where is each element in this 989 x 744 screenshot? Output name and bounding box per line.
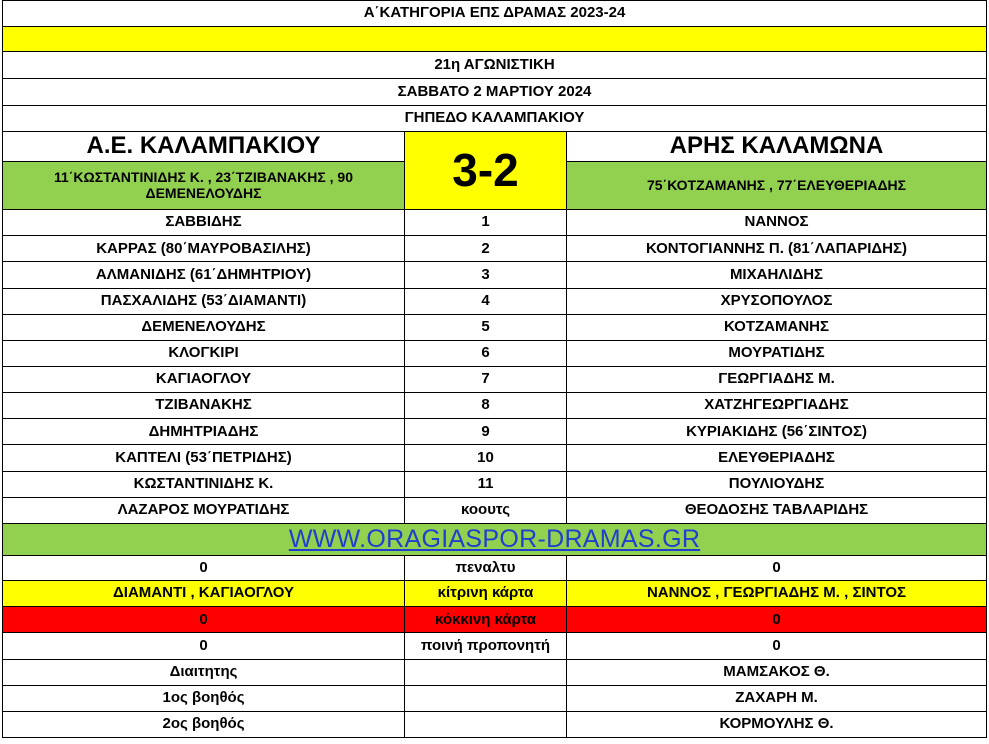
- match-date: ΣΑΒΒΑΤΟ 2 ΜΑΡΤΙΟΥ 2024: [3, 79, 987, 105]
- teams-row: [3, 131, 987, 161]
- home-player: ΚΛΟΓΚΙΡΙ: [3, 340, 405, 366]
- shirt-number: 8: [405, 393, 567, 419]
- shirt-number: 2: [405, 236, 567, 262]
- match-report-table: [2, 0, 987, 738]
- away-player: ΝΑΝΝΟΣ: [567, 210, 987, 236]
- home-yellow-cards: ΔΙΑΜΑΝΤΙ , ΚΑΓΙΑΟΓΛΟΥ: [3, 581, 405, 607]
- shirt-number: 3: [405, 262, 567, 288]
- yellow-card-label: κίτρινη κάρτα: [405, 581, 567, 607]
- lineup-row: [3, 262, 987, 288]
- page-title: Α΄ΚΑΤΗΓΟΡΙΑ ΕΠΣ ΔΡΑΜΑΣ 2023-24: [3, 1, 987, 27]
- shirt-number: 5: [405, 314, 567, 340]
- shirt-number: 4: [405, 288, 567, 314]
- assistant2-name: ΚΟΡΜΟΥΛΗΣ Θ.: [567, 711, 987, 737]
- yellow-card-row: [3, 581, 987, 607]
- home-player: ΑΛΜΑΝΙΔΗΣ (61΄ΔΗΜΗΤΡΙΟΥ): [3, 262, 405, 288]
- referee-row: [3, 659, 987, 685]
- home-player: ΚΑΡΡΑΣ (80΄ΜΑΥΡΟΒΑΣΙΛΗΣ): [3, 236, 405, 262]
- final-score: 3-2: [405, 131, 567, 209]
- lineup-row: [3, 393, 987, 419]
- lineup-row: [3, 340, 987, 366]
- shirt-number: 1: [405, 210, 567, 236]
- away-player: ΚΥΡΙΑΚΙΔΗΣ (56΄ΣΙΝΤΟΣ): [567, 419, 987, 445]
- date-row: [3, 79, 987, 105]
- home-red-cards: 0: [3, 607, 405, 633]
- away-player: ΜΙΧΑΗΛΙΔΗΣ: [567, 262, 987, 288]
- shirt-number: 11: [405, 471, 567, 497]
- matchday-row: [3, 52, 987, 79]
- shirt-number: 6: [405, 340, 567, 366]
- red-card-row: [3, 607, 987, 633]
- assistant1-spacer: [405, 685, 567, 711]
- shirt-number: 10: [405, 445, 567, 471]
- away-scorers: 75΄ΚΟΤΖΑΜΑΝΗΣ , 77΄ΕΛΕΥΘΕΡΙΑΔΗΣ: [567, 161, 987, 209]
- away-team-name: ΑΡΗΣ ΚΑΛΑΜΩΝΑ: [567, 131, 987, 161]
- lineup-row: [3, 236, 987, 262]
- coach-penalty-label: ποινή προπονητή: [405, 633, 567, 659]
- home-scorers: 11΄ΚΩΣΤΑΝΤΙΝΙΔΗΣ Κ. , 23΄ΤΖΙΒΑΝΑΚΗΣ , 90 ΔΕΜΕΝΕΛΟΥΔΗΣ: [3, 161, 405, 209]
- yellow-spacer: [3, 27, 987, 52]
- assistant1-label: 1ος βοηθός: [3, 685, 405, 711]
- home-player: ΣΑΒΒΙΔΗΣ: [3, 210, 405, 236]
- website-row: [3, 523, 987, 555]
- lineup-row: [3, 419, 987, 445]
- away-player: ΚΟΤΖΑΜΑΝΗΣ: [567, 314, 987, 340]
- assistant2-label: 2ος βοηθός: [3, 711, 405, 737]
- away-player: ΚΟΝΤΟΓΙΑΝΝΗΣ Π. (81΄ΛΑΠΑΡΙΔΗΣ): [567, 236, 987, 262]
- coach-row: [3, 497, 987, 523]
- website-link[interactable]: WWW.ORAGIASPOR-DRAMAS.GR: [3, 523, 987, 555]
- lineup-row: [3, 366, 987, 392]
- away-player: ΓΕΩΡΓΙΑΔΗΣ Μ.: [567, 366, 987, 392]
- assistant2-row: [3, 711, 987, 737]
- shirt-number: 9: [405, 419, 567, 445]
- lineup-row: [3, 314, 987, 340]
- lineup-row: [3, 288, 987, 314]
- referee-name: ΜΑΜΣΑΚΟΣ Θ.: [567, 659, 987, 685]
- away-coach: ΘΕΟΔΟΣΗΣ ΤΑΒΛΑΡΙΔΗΣ: [567, 497, 987, 523]
- title-row: [3, 1, 987, 27]
- stadium-row: [3, 105, 987, 131]
- home-player: ΠΑΣΧΑΛΙΔΗΣ (53΄ΔΙΑΜΑΝΤΙ): [3, 288, 405, 314]
- penalty-row: [3, 555, 987, 580]
- home-coach-penalty: 0: [3, 633, 405, 659]
- away-red-cards: 0: [567, 607, 987, 633]
- lineup-row: [3, 445, 987, 471]
- away-coach-penalty: 0: [567, 633, 987, 659]
- home-player: ΤΖΙΒΑΝΑΚΗΣ: [3, 393, 405, 419]
- referee-label: Διαιτητης: [3, 659, 405, 685]
- assistant2-spacer: [405, 711, 567, 737]
- penalty-label: πεναλτυ: [405, 555, 567, 580]
- coach-label: κοουτς: [405, 497, 567, 523]
- away-penalties: 0: [567, 555, 987, 580]
- assistant1-name: ΖΑΧΑΡΗ Μ.: [567, 685, 987, 711]
- away-player: ΧΡΥΣΟΠΟΥΛΟΣ: [567, 288, 987, 314]
- home-player: ΚΑΠΤΕΛΙ (53΄ΠΕΤΡΙΔΗΣ): [3, 445, 405, 471]
- stadium: ΓΗΠΕΔΟ ΚΑΛΑΜΠΑΚΙΟΥ: [3, 105, 987, 131]
- assistant1-row: [3, 685, 987, 711]
- lineup-row: [3, 210, 987, 236]
- red-card-label: κόκκινη κάρτα: [405, 607, 567, 633]
- shirt-number: 7: [405, 366, 567, 392]
- home-team-name: Α.Ε. ΚΑΛΑΜΠΑΚΙΟΥ: [3, 131, 405, 161]
- away-player: ΧΑΤΖΗΓΕΩΡΓΙΑΔΗΣ: [567, 393, 987, 419]
- yellow-spacer-row: [3, 27, 987, 52]
- away-yellow-cards: ΝΑΝΝΟΣ , ΓΕΩΡΓΙΑΔΗΣ Μ. , ΣΙΝΤΟΣ: [567, 581, 987, 607]
- coach-penalty-row: [3, 633, 987, 659]
- home-player: ΚΩΣΤΑΝΤΙΝΙΔΗΣ Κ.: [3, 471, 405, 497]
- home-player: ΚΑΓΙΑΟΓΛΟΥ: [3, 366, 405, 392]
- away-player: ΠΟΥΛΙΟΥΔΗΣ: [567, 471, 987, 497]
- home-coach: ΛΑΖΑΡΟΣ ΜΟΥΡΑΤΙΔΗΣ: [3, 497, 405, 523]
- home-penalties: 0: [3, 555, 405, 580]
- away-player: ΜΟΥΡΑΤΙΔΗΣ: [567, 340, 987, 366]
- matchday: 21η ΑΓΩΝΙΣΤΙΚΗ: [3, 52, 987, 79]
- home-player: ΔΕΜΕΝΕΛΟΥΔΗΣ: [3, 314, 405, 340]
- home-player: ΔΗΜΗΤΡΙΑΔΗΣ: [3, 419, 405, 445]
- referee-spacer: [405, 659, 567, 685]
- away-player: ΕΛΕΥΘΕΡΙΑΔΗΣ: [567, 445, 987, 471]
- lineup-row: [3, 471, 987, 497]
